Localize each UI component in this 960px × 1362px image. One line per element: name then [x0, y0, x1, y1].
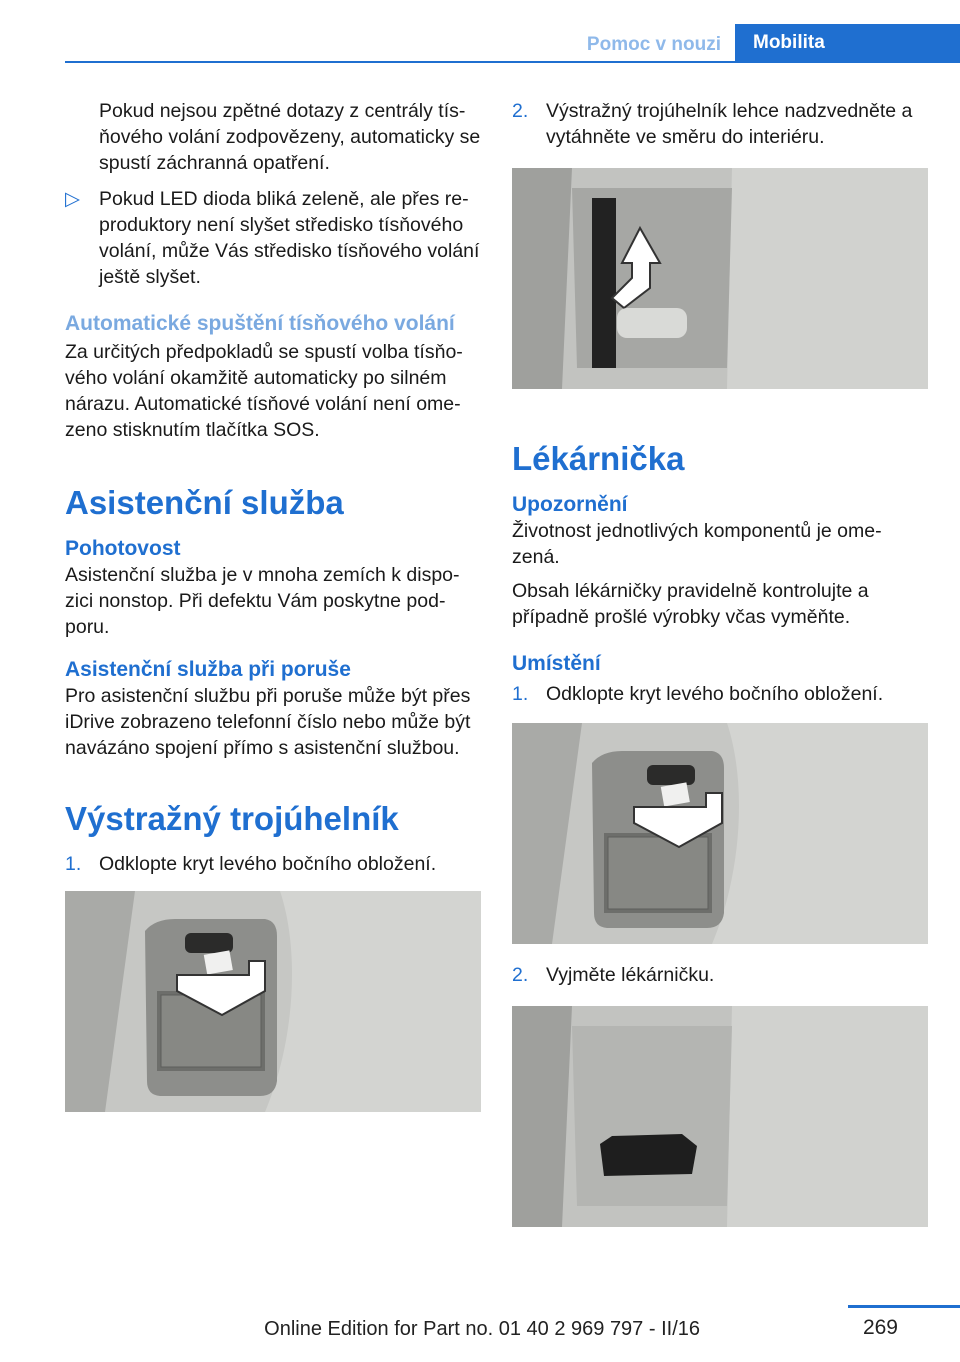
right-column	[512, 98, 928, 1227]
warning-text: Obsah lékárničky pravidelně kontrolujte a případně prošlé výrobky včas vyměňte.	[512, 580, 869, 628]
assist-heading: Asistenční služba	[65, 484, 344, 521]
bullet-arrow-icon: ▷	[65, 188, 80, 210]
breakdown-text: Pro asistenční službu při poruše může být přes iDrive zobrazeno telefonní číslo nebo může být navázáno spojení přímo s asistenční službou.	[65, 685, 471, 759]
step-item	[512, 98, 928, 150]
warning-text: Životnost jednotlivých komponentů je ome-zená.	[512, 520, 882, 568]
header-rule	[65, 61, 960, 63]
edition-note: Online Edition for Part no. 01 40 2 969 797 - II/16	[264, 1318, 700, 1340]
step-number: 2.	[512, 964, 529, 986]
auto-call-heading: Automatické spuštění tísňového volání	[65, 312, 455, 335]
step-item	[512, 962, 928, 988]
step-text: Odklopte kryt levého bočního obložení.	[546, 683, 884, 705]
step-text: Výstražný trojúhelník lehce nadzvedněte a vytáhněte ve směru do interiéru.	[546, 100, 913, 148]
left-column	[65, 98, 481, 1112]
trunk-cover-photo	[65, 891, 481, 1112]
step-text: Odklopte kryt levého bočního obložení.	[99, 853, 437, 875]
location-heading: Umístění	[512, 652, 601, 675]
first-aid-heading: Lékárnička	[512, 440, 685, 477]
ready-heading: Pohotovost	[65, 537, 181, 560]
step-number: 1.	[512, 683, 529, 705]
paragraph-continuation: Pokud nejsou zpětné dotazy z centrály tís-ňového volání zodpovězeny, automaticky se spustí záchranná opatření.	[99, 100, 481, 174]
section-tab[interactable]: Pomoc v nouzi	[586, 34, 721, 55]
triangle-heading: Výstražný trojúhelník	[65, 800, 399, 837]
chapter-tab[interactable]: Mobilita	[735, 24, 960, 62]
list-item	[65, 186, 481, 290]
trunk-cover-photo	[512, 723, 928, 944]
step-number: 1.	[65, 853, 82, 875]
bullet-text: Pokud LED dioda bliká zeleně, ale přes re-produktory není slyšet středisko tísňového volání, může Vás středisko tísňového volání ještě slyšet.	[99, 188, 480, 288]
step-item	[512, 681, 928, 707]
step-item	[65, 851, 481, 877]
ready-text: Asistenční služba je v mnoha zemích k dispo-zici nonstop. Při defektu Vám poskytne pod-poru.	[65, 564, 460, 638]
first-aid-kit-photo	[512, 1006, 928, 1227]
warning-heading: Upozornění	[512, 493, 628, 516]
page-number: 269	[862, 1316, 898, 1339]
auto-call-text: Za určitých předpokladů se spustí volba tísňo-vého volání okamžitě automaticky po silném nárazu. Automatické tísňové volání není ome-zeno stisknutím tlačítka SOS.	[65, 341, 463, 441]
footer-rule	[848, 1305, 960, 1308]
page-header	[0, 24, 960, 62]
triangle-removal-photo	[512, 168, 928, 389]
step-number: 2.	[512, 100, 529, 122]
step-text: Vyjměte lékárničku.	[546, 964, 715, 986]
breakdown-heading: Asistenční služba při poruše	[65, 658, 351, 681]
